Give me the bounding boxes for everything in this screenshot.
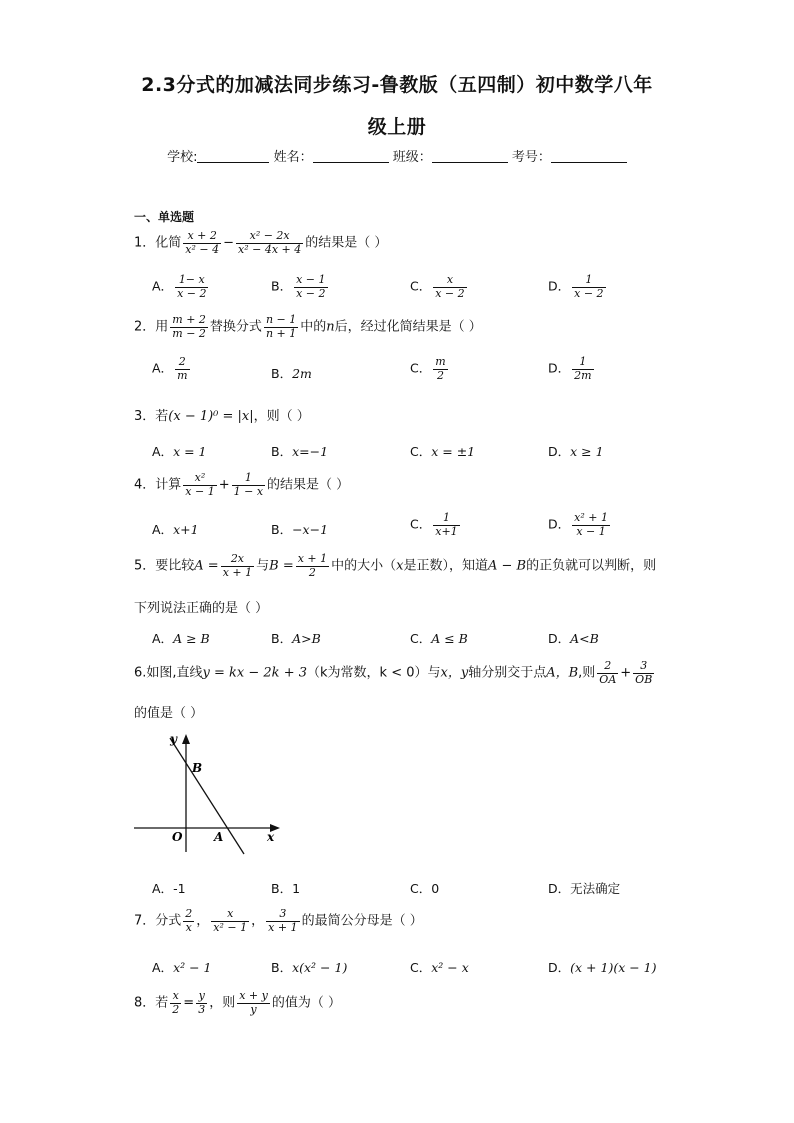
q1-fraction-2: $\frac{\text{x² − 2x}}{\text{x² − 4x + 4}}$	[238, 229, 302, 256]
question-8: 8．若 $\frac{x}{2}$ = $\frac{y}{3}$ ，则 $\frac{x + y}{y}$ 的值为（ ）	[134, 989, 341, 1016]
question-6-line2: 的值是（ ）	[134, 706, 204, 721]
q3-option-c[interactable]: C．x = ±1	[410, 444, 476, 459]
school-label: 学校:	[167, 150, 198, 165]
q3-option-b[interactable]: B．x=−1	[271, 444, 329, 459]
q7-option-c[interactable]: C．x² − x	[410, 960, 469, 975]
section-heading: 一、单选题	[134, 210, 195, 224]
q2-option-d[interactable]: D． $\frac{1}{2m}$	[548, 355, 592, 382]
q5-option-c[interactable]: C．A ≤ B	[410, 631, 468, 646]
label-x: x	[267, 830, 275, 844]
q7-option-a[interactable]: A．x² − 1	[152, 960, 212, 975]
q1-option-a[interactable]: A． $\frac{1- x}{x - 2}$	[152, 273, 207, 300]
class-label: 班级：	[392, 150, 432, 165]
label-b: B	[192, 761, 203, 775]
label-y: y	[170, 732, 177, 746]
school-blank[interactable]	[197, 150, 269, 163]
q6-option-b[interactable]: B．1	[271, 881, 301, 896]
q1-suffix: 的结果是（ ）	[305, 235, 388, 251]
question-7: 7．分式 $\frac{2}{x}$ ， $\frac{x}{\text{x² − 1}}$ ， $\frac{3}{x + 1}$ 的最简公分母是（ ）	[134, 907, 423, 934]
q4-option-a[interactable]: A．x+1	[152, 522, 199, 537]
question-6: 6.如图,直线y = kx − 2k + 3（k为常数，k < 0）与x，y轴分别交于点A，B,则 $\frac{2}{OA}$ + $\frac{3}{OB}$	[134, 659, 653, 686]
class-blank[interactable]	[432, 150, 508, 163]
q1-option-b[interactable]: B． $\frac{x - 1}{x - 2}$	[271, 273, 326, 300]
q6-option-d[interactable]: D．无法确定	[548, 881, 621, 896]
question-5-line2: 下列说法正确的是（ ）	[134, 601, 269, 616]
q1-option-c[interactable]: C． $\frac{x}{x - 2}$	[410, 273, 465, 300]
q7-option-b[interactable]: B．x(x² − 1)	[271, 960, 348, 975]
q6-graph	[134, 730, 294, 860]
question-2: 2．用 $\frac{m + 2}{m - 2}$ 替换分式 $\frac{n - 1}{n + 1}$ 中的n后，经过化简结果是（ ）	[134, 313, 482, 340]
q2-fraction-2: $\frac{n - 1}{n + 1}$	[265, 313, 297, 340]
student-info-row	[0, 146, 794, 165]
q4-fraction-2: $\frac{1}{1 - x}$	[233, 471, 264, 498]
question-3: 3．若(x − 1)⁰ = |x|，则（ ）	[134, 409, 310, 424]
q2-option-b[interactable]: B．2m	[271, 366, 312, 381]
q7-option-d[interactable]: D．(x + 1)(x − 1)	[548, 960, 657, 975]
q4-option-c[interactable]: C． $\frac{1}{x+1}$	[410, 511, 458, 538]
q1-option-d[interactable]: D． $\frac{1}{x - 2}$	[548, 273, 604, 300]
doc-title-line2: 级上册	[367, 116, 427, 138]
q6-option-c[interactable]: C．0	[410, 881, 440, 896]
q6-option-a[interactable]: A．-1	[152, 881, 186, 896]
q3-option-d[interactable]: D．x ≥ 1	[548, 444, 604, 459]
question-5: 5．要比较A = $\frac{2x}{x + 1}$ 与B = $\frac{x + 1}{2}$ 中的大小（x是正数），知道A − B的正负就可以判断，则	[134, 552, 657, 579]
q2-option-a[interactable]: A． $\frac{2}{m}$	[152, 355, 188, 382]
number-label: 考号：	[511, 150, 551, 165]
question-1	[134, 230, 387, 256]
q1-fraction-1: $\frac{x + 2}{\text{x² − 4}}$	[185, 229, 220, 256]
q2-option-c[interactable]: C． $\frac{m}{2}$	[410, 355, 446, 382]
question-4: 4．计算 $\frac{\text{x²}}{x - 1}$ + $\frac{1}{1 - x}$ 的结果是（ ）	[134, 471, 350, 498]
q4-fraction-1: $\frac{\text{x²}}{x - 1}$	[185, 471, 215, 498]
q4-option-d[interactable]: D． $\frac{\text{x² + 1}}{x - 1}$	[548, 511, 608, 538]
label-origin: O	[172, 830, 183, 844]
number-blank[interactable]	[551, 150, 627, 163]
y-axis-arrow	[182, 734, 190, 744]
doc-title-line1: 2.3分式的加减法同步练习-鲁教版（五四制）初中数学八年	[141, 74, 653, 96]
name-blank[interactable]	[313, 150, 389, 163]
label-a: A	[214, 830, 224, 844]
q5-option-b[interactable]: B．A>B	[271, 631, 321, 646]
name-label: 姓名：	[273, 150, 313, 165]
q4-option-b[interactable]: B．−x−1	[271, 522, 329, 537]
q1-minus: −	[223, 235, 235, 251]
q5-option-a[interactable]: A．A ≥ B	[152, 631, 210, 646]
q3-option-a[interactable]: A．x = 1	[152, 444, 207, 459]
q5-option-d[interactable]: D．A<B	[548, 631, 599, 646]
q1-prefix: 1．化简	[134, 235, 182, 251]
q2-fraction-1: $\frac{m + 2}{m - 2}$	[172, 313, 206, 340]
